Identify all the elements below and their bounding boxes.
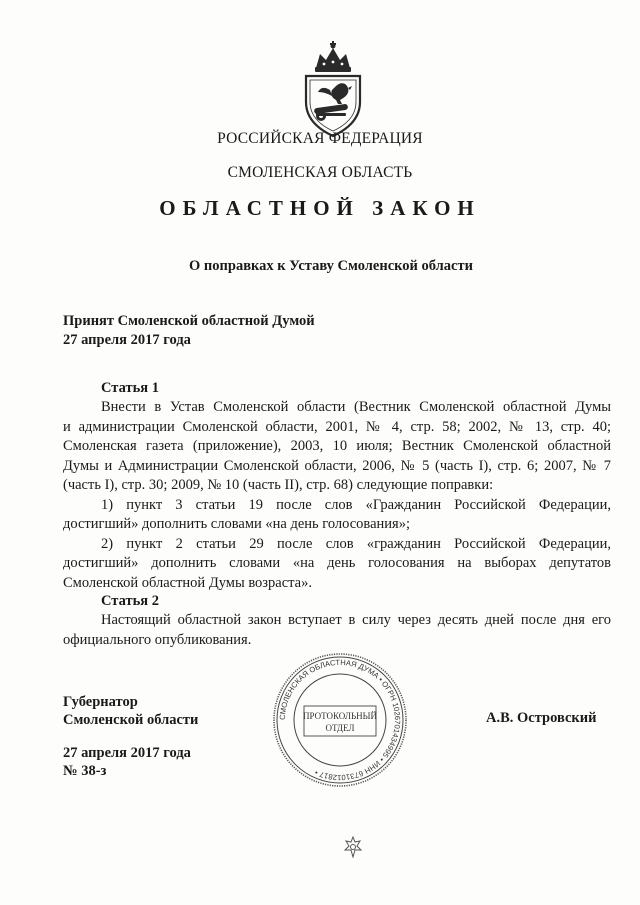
article-2-heading: Статья 2 xyxy=(101,593,159,609)
article-2-line: Настоящий областной закон вступает в силу через десять дней после дня его xyxy=(101,612,611,628)
region-name: СМОЛЕНСКАЯ ОБЛАСТЬ xyxy=(227,164,413,181)
article-1-line: Смоленская газета (приложение), 2003, 10 июля; Вестник Смоленской областной xyxy=(63,438,611,454)
article-2-line: официального опубликования. xyxy=(63,631,252,648)
signatory-region: Смоленской области xyxy=(63,712,199,728)
article-1-line: и администрации Смоленской области, 2001, № 4, стр. 58; 2002, № 13, стр. 40; xyxy=(63,418,611,435)
amendment-1-line: достигший» дополнить словами «на день голосования»; xyxy=(63,516,410,532)
stamp-center-line: ПРОТОКОЛЬНЫЙ xyxy=(303,711,377,721)
article-1-heading: Статья 1 xyxy=(101,380,159,396)
amendment-1-line: 1) пункт 3 статьи 19 после слов «Гражданин Российской Федерации, xyxy=(101,496,611,513)
signatory-position: Губернатор xyxy=(63,694,138,710)
article-1-line: (часть I), стр. 30; 2009, № 10 (часть II), стр. 68) следующие поправки: xyxy=(63,477,494,493)
signing-date: 27 апреля 2017 года xyxy=(63,745,191,761)
document-type: ОБЛАСТНОЙ ЗАКОН xyxy=(159,196,481,220)
amendment-2-line: достигший» дополнить словами «на день голосования на выборах депутатов xyxy=(63,555,611,571)
amendment-2-line: 2) пункт 2 статьи 29 после слов «гражданин Российской Федерации, xyxy=(101,535,611,552)
law-number: № 38-з xyxy=(63,763,107,779)
signatory-name: А.В. Островский xyxy=(486,710,597,726)
stamp-center-line: ОТДЕЛ xyxy=(325,723,355,733)
adoption-line: Принят Смоленской областной Думой xyxy=(63,313,315,329)
page-seal-icon xyxy=(343,836,363,858)
adoption-date: 27 апреля 2017 года xyxy=(63,332,191,348)
document-title: О поправках к Уставу Смоленской области xyxy=(189,258,473,274)
article-1-body xyxy=(63,398,611,593)
article-1-line: Думы и Администрации Смоленской области, 2006, № 5 (часть I), стр. 6; 2007, № 7 xyxy=(63,457,611,474)
country-name: РОССИЙСКАЯ ФЕДЕРАЦИЯ xyxy=(217,130,423,147)
official-stamp xyxy=(270,651,410,789)
article-2-body xyxy=(63,611,611,650)
amendment-2-line: Смоленской областной Думы возраста». xyxy=(63,574,312,591)
stamp-ring-text: СМОЛЕНСКАЯ ОБЛАСТНАЯ ДУМА • ОГРН 1026701434995 • ИНН 6731012817 • xyxy=(277,657,403,783)
coat-of-arms-icon xyxy=(294,40,372,138)
article-1-line: Внести в Устав Смоленской области (Вестник Смоленской областной Думы xyxy=(101,399,611,415)
